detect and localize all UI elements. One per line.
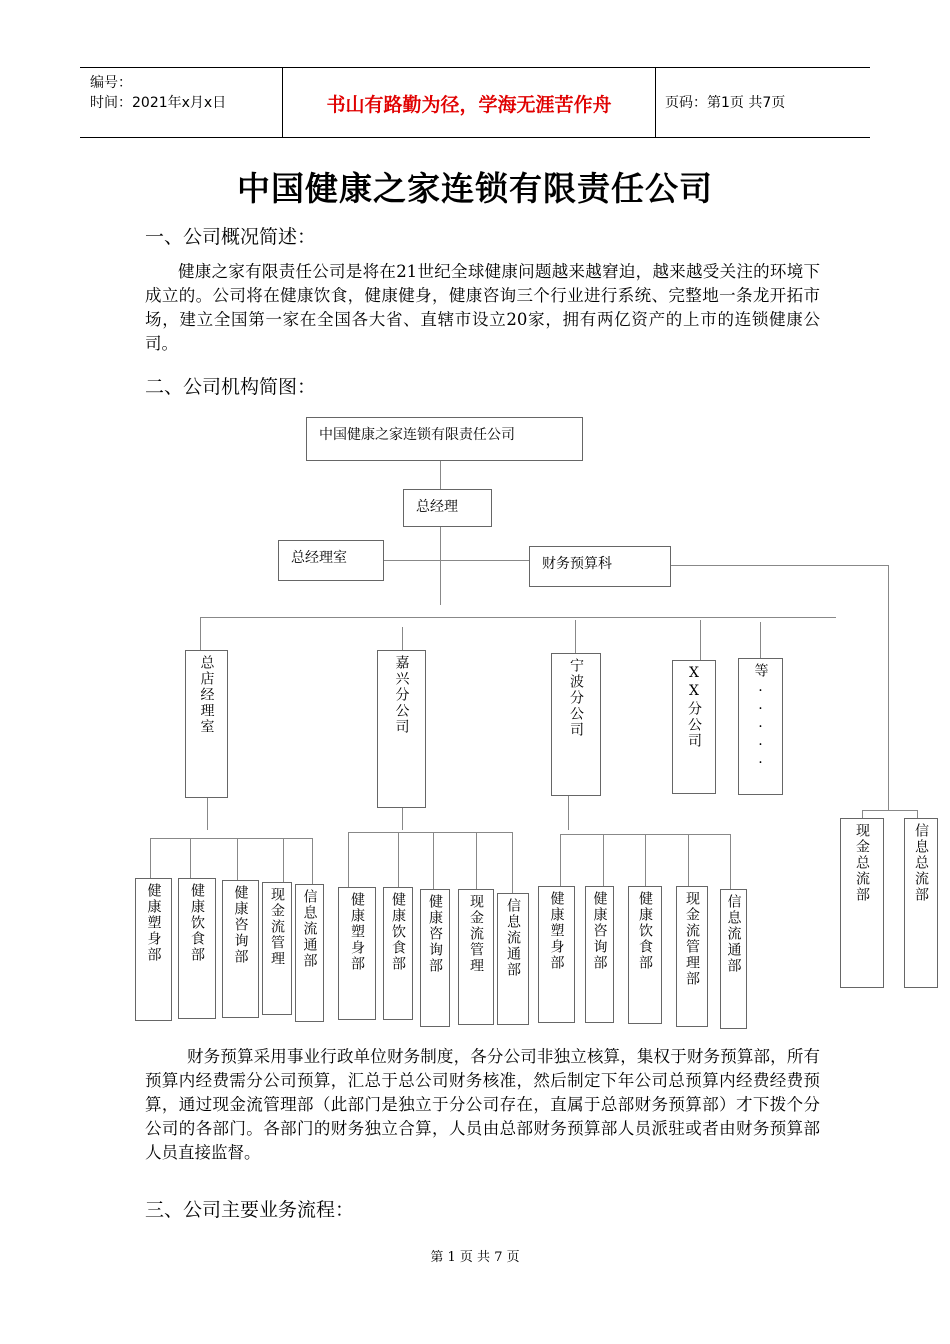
connector-line — [730, 834, 731, 889]
dept-label: 现金总流部 — [854, 823, 870, 903]
connector-line — [207, 797, 208, 830]
connector-line — [348, 832, 349, 887]
connector-line — [402, 808, 403, 830]
connector-line — [568, 795, 569, 830]
dept-box — [840, 818, 884, 988]
header-left-cell — [90, 73, 226, 113]
branch-label: 宁波分公司 — [568, 658, 584, 738]
branch-box — [738, 658, 783, 795]
dept-box — [585, 886, 614, 1023]
dept-box — [538, 886, 575, 1023]
connector-line — [575, 620, 576, 653]
connector-line — [645, 834, 646, 886]
dept-box — [262, 882, 292, 1015]
connector-line — [200, 617, 836, 618]
number-label: 编号： — [90, 75, 132, 91]
section-1-heading: 一、公司概况简述： — [145, 226, 317, 248]
dept-box — [295, 884, 324, 1022]
branch-box — [377, 650, 426, 808]
header-motto: 书山有路勤为径，学海无涯苦作舟 — [326, 94, 612, 116]
connector-line — [917, 810, 918, 818]
dept-label: 现金流管理 — [269, 887, 285, 967]
dept-box — [135, 878, 172, 1021]
connector-line — [150, 838, 312, 839]
dept-label: 健康饮食部 — [390, 892, 406, 972]
dept-box — [420, 889, 450, 1027]
branch-label: XX分公司 — [686, 665, 702, 749]
dept-label: 健康塑身部 — [548, 891, 565, 971]
dept-box — [628, 886, 662, 1024]
connector-line — [440, 460, 441, 490]
connector-line — [190, 838, 191, 878]
branch-box — [551, 653, 601, 796]
connector-line — [512, 832, 513, 893]
connector-line — [862, 810, 863, 818]
dept-box — [497, 893, 529, 1025]
dept-label: 现金流管理 — [468, 894, 484, 974]
dept-label: 健康塑身部 — [145, 883, 162, 963]
dept-label: 现金流管理部 — [684, 891, 700, 987]
section-1-paragraph: 健康之家有限责任公司是将在21世纪全球健康问题越来越窘迫，越来越受关注的环境下成立的。公司将在健康饮食，健康健身，健康咨询三个行业进行系统、完整地一条龙开拓市场，建立全国第一家在全国各大省、直辖市设立20家，拥有两亿资产的上市的连锁健康公司。 — [145, 262, 820, 353]
connector-line — [862, 810, 917, 811]
connector-line — [603, 834, 604, 886]
section-2-heading: 二、公司机构简图： — [145, 376, 317, 398]
branch-label: 嘉兴分公司 — [393, 655, 410, 735]
dept-box — [178, 878, 216, 1019]
section-3-heading: 三、公司主要业务流程： — [145, 1199, 355, 1221]
connector-line — [312, 838, 313, 884]
connector-line — [688, 834, 689, 886]
org-finance-box: 财务预算科 — [529, 546, 671, 587]
dept-label: 信息流通部 — [505, 898, 521, 978]
header-table — [80, 67, 870, 138]
dept-label: 健康咨询部 — [427, 894, 443, 974]
connector-line — [150, 838, 151, 878]
branch-label: 等..... — [752, 663, 769, 769]
connector-line — [348, 832, 513, 833]
branch-box — [185, 650, 228, 798]
org-gm-box: 总经理 — [403, 489, 492, 527]
dept-box — [222, 880, 259, 1018]
connector-line — [760, 622, 761, 658]
time-label: 时间：2021年x月x日 — [90, 95, 227, 111]
page-footer: 第 1 页 共 7 页 — [430, 1250, 520, 1265]
dept-label: 健康咨询部 — [232, 885, 249, 965]
dept-label: 健康饮食部 — [637, 891, 653, 971]
dept-box — [904, 818, 938, 988]
org-gm-office-box: 总经理室 — [278, 540, 384, 581]
connector-line — [398, 832, 399, 887]
header-page-info: 页码：第1页 共7页 — [665, 95, 786, 111]
connector-line — [237, 838, 238, 880]
connector-line — [402, 627, 403, 650]
dept-label: 信息流通部 — [725, 894, 742, 974]
dept-label: 健康咨询部 — [591, 891, 608, 971]
connector-line — [700, 620, 701, 660]
dept-box — [338, 887, 376, 1020]
connector-line — [383, 560, 530, 561]
section-2-paragraph: 财务预算采用事业行政单位财务制度，各分公司非独立核算，集权于财务预算部，所有预算内经费需分公司预算，汇总于总公司财务核准，然后制定下年公司总预算内经费经费预算，通过现金流管理部（此部门是独立于分公司存在，直属于总部财务预算部）才下拨个分公司的各部门。各部门的财务独立合算，人员由总部财务预算部人员派驻或者由财务预算部人员直接监督。 — [145, 1047, 820, 1162]
dept-box — [458, 889, 494, 1025]
dept-label: 信息流通部 — [301, 889, 318, 969]
header-divider — [655, 68, 656, 137]
connector-line — [283, 838, 284, 882]
dept-box — [676, 886, 708, 1027]
connector-line — [671, 565, 888, 566]
dept-label: 信息总流部 — [913, 823, 929, 903]
dept-label: 健康塑身部 — [349, 892, 365, 972]
branch-label: 总店经理室 — [198, 655, 215, 735]
dept-box — [383, 887, 413, 1020]
org-root-box: 中国健康之家连锁有限责任公司 — [306, 417, 583, 461]
branch-box — [672, 660, 716, 794]
connector-line — [888, 565, 889, 810]
dept-label: 健康饮食部 — [189, 883, 205, 963]
connector-line — [560, 834, 561, 886]
connector-line — [440, 527, 441, 605]
connector-line — [476, 832, 477, 889]
connector-line — [200, 617, 201, 650]
connector-line — [433, 832, 434, 889]
document-title: 中国健康之家连锁有限责任公司 — [237, 169, 713, 208]
dept-box — [720, 889, 747, 1029]
